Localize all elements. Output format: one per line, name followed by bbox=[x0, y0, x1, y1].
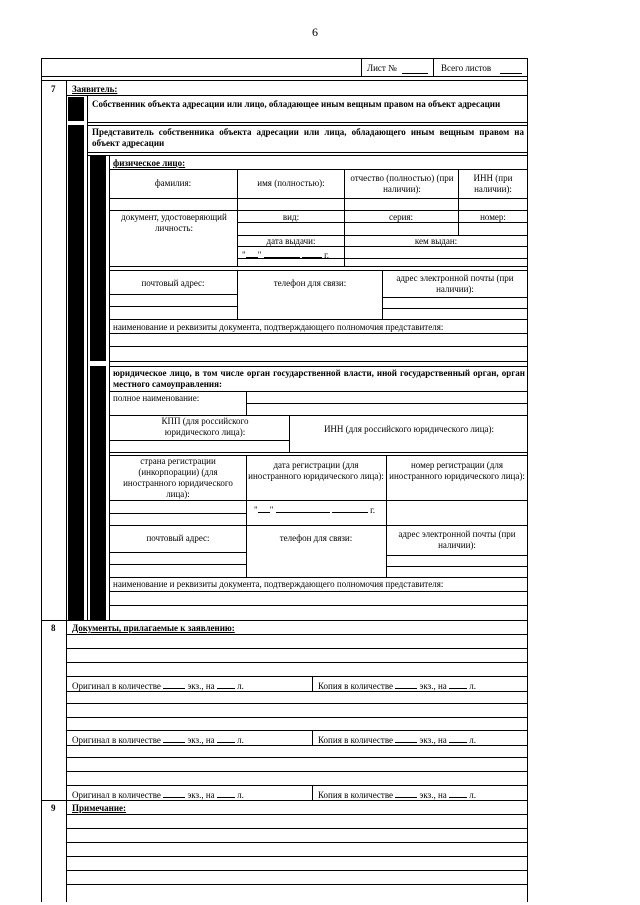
legal-entity-title: юридическое лицо, в том числе орган государственной власти, иной государственный орган, орган местного самоуправления: bbox=[113, 368, 525, 389]
legal-inn-label: ИНН (для российского юридического лица): bbox=[323, 424, 495, 434]
original-count-row-3[interactable]: Оригинал в количестве экз., на л. bbox=[72, 790, 244, 800]
issue-date-field[interactable]: " " г. bbox=[242, 250, 330, 260]
owner-option: Собственник объекта адресации или лицо, обладающее иным вещным правом на объект адресации bbox=[92, 99, 501, 109]
copy-count-row-3[interactable]: Копия в количестве экз., на л. bbox=[318, 790, 477, 800]
sheet-number-field[interactable] bbox=[402, 73, 428, 74]
doc-kind-label: вид: bbox=[282, 212, 300, 222]
reg-date-label: дата регистрации (для иностранного юридического лица): bbox=[248, 460, 384, 481]
total-sheets-field[interactable] bbox=[500, 73, 522, 74]
representative-checkbox[interactable] bbox=[68, 125, 84, 620]
issued-by-label: кем выдан: bbox=[414, 236, 458, 246]
individual-email-label: адрес электронной почты (при наличии): bbox=[396, 273, 514, 294]
reg-date-field[interactable]: " " г. bbox=[254, 505, 376, 515]
legal-postal-label: почтовый адрес: bbox=[146, 533, 210, 543]
individual-authority-doc-label: наименование и реквизиты документа, подтверждающего полномочия представителя: bbox=[113, 322, 444, 332]
section-8-number: 8 bbox=[51, 623, 56, 633]
sheet-number-label: Лист № bbox=[367, 63, 397, 73]
patronymic-label: отчество (полностью) (при наличии): bbox=[350, 173, 454, 194]
original-count-row-2[interactable]: Оригинал в количестве экз., на л. bbox=[72, 735, 244, 745]
legal-entity-checkbox[interactable] bbox=[90, 366, 106, 620]
legal-authority-doc-label: наименование и реквизиты документа, подтверждающего полномочия представителя: bbox=[113, 579, 444, 589]
representative-option: Представитель собственника объекта адресации или лица, обладающего иным вещным правом на объект адресации bbox=[92, 127, 524, 148]
doc-number-label: номер: bbox=[480, 212, 506, 222]
individual-title: физическое лицо: bbox=[113, 158, 186, 168]
section-7-title: Заявитель: bbox=[72, 84, 118, 94]
surname-label: фамилия: bbox=[154, 178, 192, 188]
full-name-label: полное наименование: bbox=[113, 393, 200, 403]
legal-phone-label: телефон для связи: bbox=[279, 533, 353, 543]
country-label: страна регистрации (инкорпорации) (для иностранного юридического лица): bbox=[123, 456, 233, 499]
section-7-number: 7 bbox=[51, 84, 56, 94]
copy-count-row-2[interactable]: Копия в количестве экз., на л. bbox=[318, 735, 477, 745]
page-number: 6 bbox=[312, 25, 318, 39]
individual-phone-label: телефон для связи: bbox=[273, 278, 347, 288]
issue-date-label: дата выдачи: bbox=[266, 236, 316, 246]
original-count-row-1[interactable]: Оригинал в количестве экз., на л. bbox=[72, 681, 244, 691]
individual-checkbox[interactable] bbox=[90, 155, 106, 361]
id-document-label: документ, удостоверяющий личность: bbox=[121, 212, 227, 233]
copy-count-row-1[interactable]: Копия в количестве экз., на л. bbox=[318, 681, 477, 691]
total-sheets-label: Всего листов bbox=[441, 63, 492, 73]
individual-inn-label: ИНН (при наличии): bbox=[473, 173, 513, 194]
section-9-title: Примечание: bbox=[72, 803, 127, 813]
kpp-label: КПП (для российского юридического лица): bbox=[161, 416, 249, 437]
legal-email-label: адрес электронной почты (при наличии): bbox=[398, 529, 516, 550]
doc-series-label: серия: bbox=[388, 212, 414, 222]
owner-checkbox[interactable] bbox=[68, 97, 84, 121]
name-label: имя (полностью): bbox=[257, 178, 325, 188]
individual-postal-label: почтовый адрес: bbox=[141, 278, 205, 288]
reg-number-label: номер регистрации (для иностранного юридического лица): bbox=[389, 460, 525, 481]
section-9-number: 9 bbox=[51, 803, 56, 813]
section-8-title: Документы, прилагаемые к заявлению: bbox=[72, 623, 235, 633]
